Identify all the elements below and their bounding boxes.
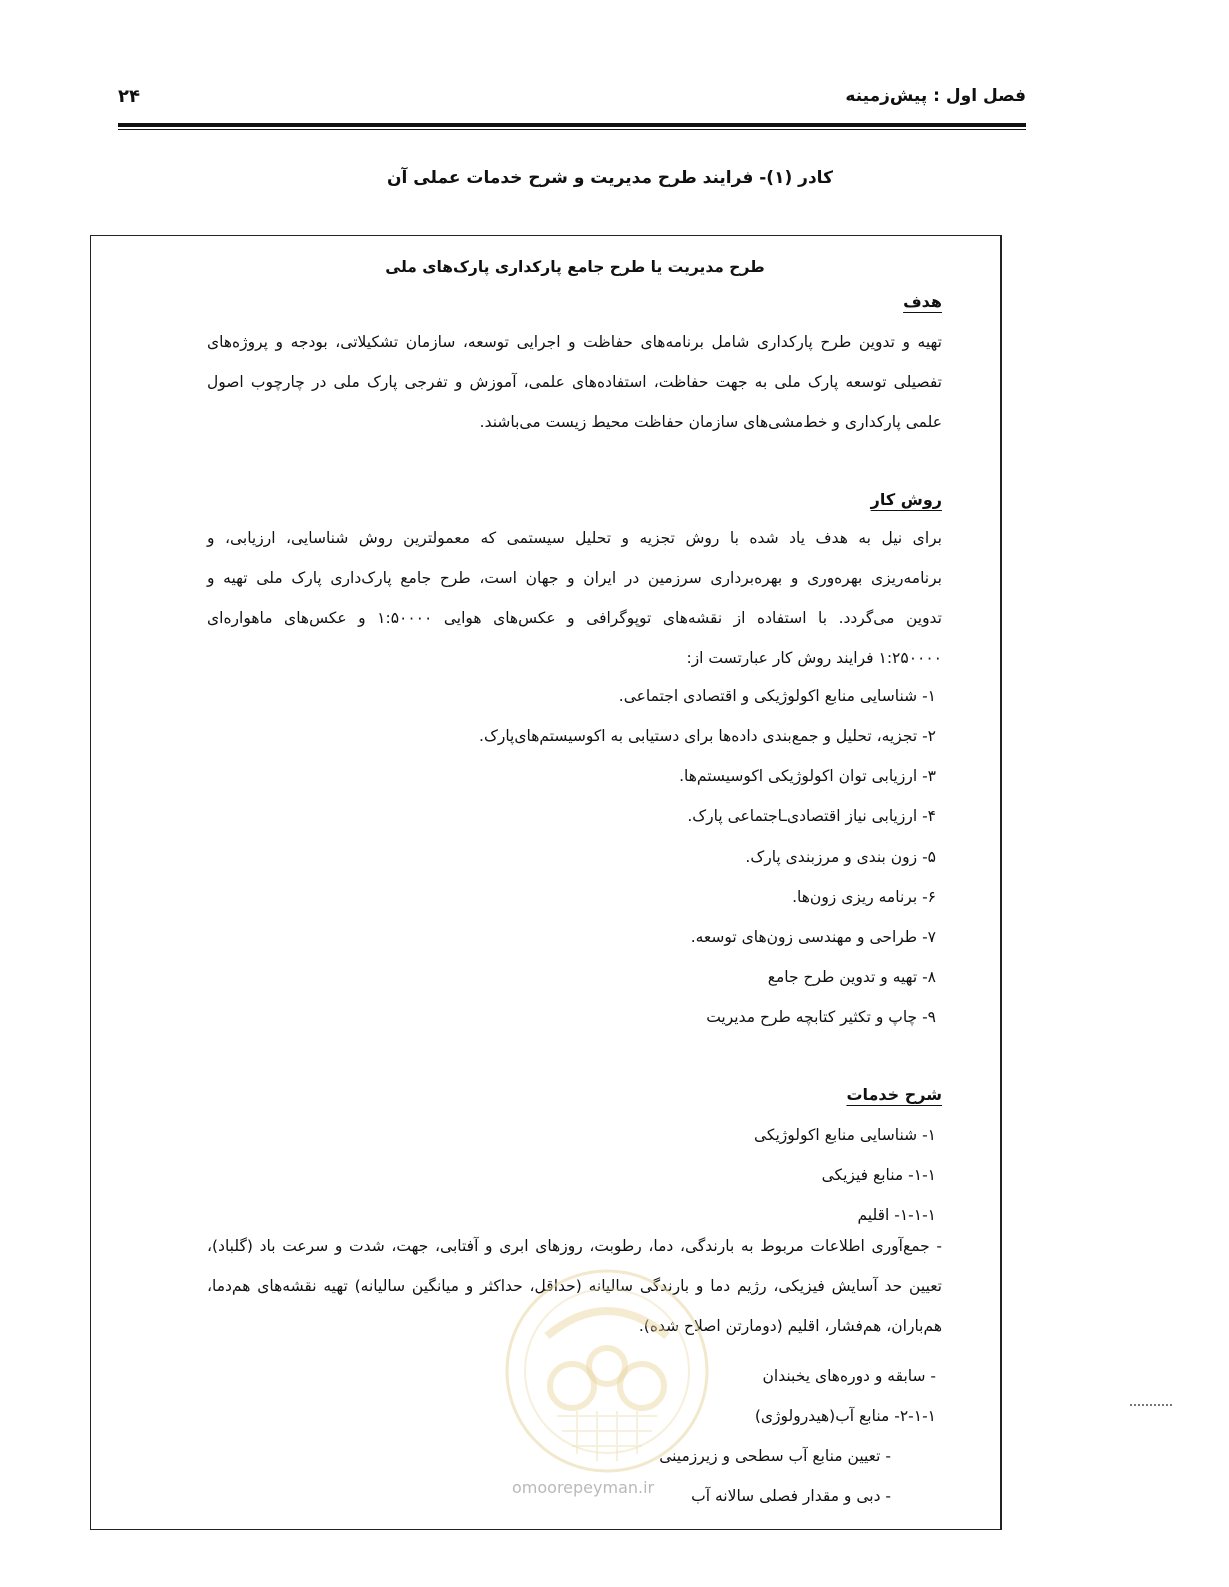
service-item: ۱-۱- منابع فیزیکی xyxy=(821,1166,936,1184)
chapter-title: فصل اول : پیش‌زمینه xyxy=(845,86,1026,106)
method-line: برنامه‌ریزی بهره‌وری و بهره‌برداری سرزمین در ایران و جهان است، طرح جامع پارک‌داری پارک ملی تهیه و xyxy=(207,569,942,587)
method-step: ۶- برنامه ریزی زون‌ها. xyxy=(792,888,936,906)
climate-line: - جمع‌آوری اطلاعات مربوط به بارندگی، دما، رطوبت، روزهای ابری و آفتابی، جهت، شدت و سرعت باد (گلباد)، xyxy=(207,1237,942,1255)
method-line: ۱:۲۵۰۰۰۰ فرایند روش کار عبارتست از: xyxy=(686,649,942,667)
method-line: تدوین می‌گردد. با استفاده از نقشه‌های توپوگرافی و عکس‌های هوایی ۱:۵۰۰۰۰ و عکس‌های ماهواره‌ای xyxy=(207,609,942,627)
service-item: ۱- شناسایی منابع اکولوژیکی xyxy=(754,1126,936,1144)
goal-paragraph xyxy=(207,322,942,442)
method-step: ۹- چاپ و تکثیر کتابچه طرح مدیریت xyxy=(706,1008,936,1026)
services-heading: شرح خدمات xyxy=(846,1085,942,1104)
climate-line: هم‌باران، هم‌فشار، اقلیم (دومارتن اصلاح شده). xyxy=(638,1317,942,1335)
page-header xyxy=(118,82,1026,116)
header-rule-thin xyxy=(118,129,1026,130)
box-caption: کادر (۱)- فرایند طرح مدیریت و شرح خدمات عملی آن xyxy=(387,168,833,188)
method-step: ۸- تهیه و تدوین طرح جامع xyxy=(767,968,936,986)
page-number: ۲۴ xyxy=(118,86,140,107)
climate-line: تعیین حد آسایش فیزیکی، رژیم دما و بارندگی سالیانه (حداقل، حداکثر و میانگین سالیانه) تهیه نقشه‌های هم‌دما، xyxy=(207,1277,942,1295)
goal-line: علمی پارکداری و خط‌مشی‌های سازمان حفاظت محیط زیست می‌باشند. xyxy=(479,413,942,431)
method-heading: روش کار xyxy=(870,490,942,509)
method-step: ۲- تجزیه، تحلیل و جمع‌بندی داده‌ها برای دستیابی به اکوسیستم‌های‌پارک. xyxy=(479,727,936,745)
service-item: ۱-۱-۱- اقلیم xyxy=(857,1206,936,1224)
goal-line: تهیه و تدوین طرح پارکداری شامل برنامه‌های حفاظت و اجرایی توسعه، سازمان تشکیلاتی، بودجه و پروژه‌های xyxy=(207,333,942,351)
service-item: - سابقه و دوره‌های یخبندان xyxy=(762,1367,936,1385)
method-step: ۴- ارزیابی نیاز اقتصادی‌ـاجتماعی پارک. xyxy=(687,807,936,825)
method-step: ۳- ارزیابی توان اکولوژیکی اکوسیستم‌ها. xyxy=(679,767,936,785)
service-item: - دبی و مقدار فصلی سالانه آب xyxy=(691,1487,891,1505)
service-item: - تعیین منابع آب سطحی و زیرزمینی xyxy=(659,1447,891,1465)
goal-line: تفصیلی توسعه پارک ملی به جهت حفاظت، استفاده‌های علمی، آموزش و تفرجی پارک ملی در چارچوب اصول xyxy=(207,373,942,391)
service-item: ۲-۱-۱- منابع آب(هیدرولوژی) xyxy=(754,1407,936,1425)
header-rule-thick xyxy=(118,123,1026,127)
climate-paragraph xyxy=(207,1226,942,1346)
watermark-text: omoorepeyman.ir xyxy=(512,1478,655,1497)
method-step: ۷- طراحی و مهندسی زون‌های توسعه. xyxy=(690,928,936,946)
method-line: برای نیل به هدف یاد شده با روش تجزیه و تحلیل سیستمی که معمولترین روش شناسایی، ارزیابی، و xyxy=(207,529,942,547)
method-step: ۱- شناسایی منابع اکولوژیکی و اقتصادی اجتماعی. xyxy=(618,687,936,705)
goal-heading: هدف xyxy=(903,292,942,311)
scan-artifact xyxy=(1130,1404,1172,1408)
method-paragraph xyxy=(207,518,942,678)
frame-title: طرح مدیریت یا طرح جامع پارکداری پارک‌های ملی xyxy=(385,258,765,276)
method-step: ۵- زون بندی و مرزبندی پارک. xyxy=(745,848,936,866)
